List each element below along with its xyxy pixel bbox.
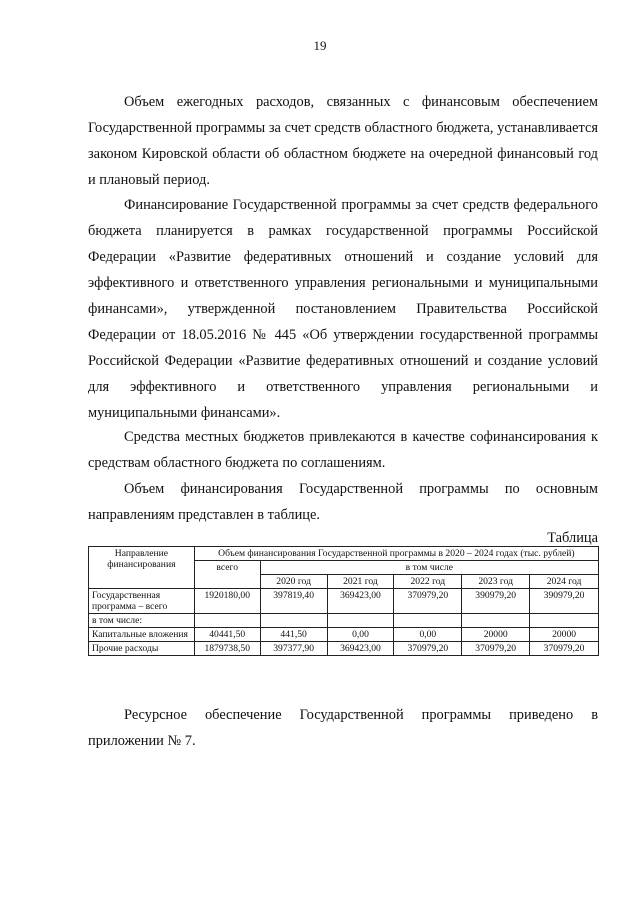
paragraph-text: Ресурсное обеспечение Государственной программы приведено в приложении № 7. bbox=[88, 707, 598, 749]
header-year: 2020 год bbox=[260, 575, 327, 589]
header-total: всего bbox=[194, 561, 260, 589]
paragraph-text: Финансирование Государственной программы за счет средств федерального бюджета планируется в рамках государственной программы Российской Федерации «Развитие федеративных отношений и создание условий для эффективного и ответственного управления региональными и муниципальными финансами», утвержденной постановлением Правительства Российской Федерации от 18.05.2016 № 445 «Об утверждении государственной программы Российской Федерации «Развитие федеративных отношений и создание условий для эффективного и ответственного управления региональными и муниципальными финансами». bbox=[88, 197, 598, 421]
cell-total: 1879738,50 bbox=[194, 642, 260, 656]
paragraph-annual-expenses bbox=[88, 89, 598, 193]
paragraph-local-budgets bbox=[88, 424, 598, 476]
cell-value: 390979,20 bbox=[462, 589, 530, 614]
cell-value: 370979,20 bbox=[394, 642, 462, 656]
header-year: 2023 год bbox=[462, 575, 530, 589]
cell-value: 370979,20 bbox=[394, 589, 462, 614]
row-name: Капитальные вложения bbox=[89, 628, 195, 642]
cell-value: 390979,20 bbox=[530, 589, 599, 614]
cell-value: 397377,90 bbox=[260, 642, 327, 656]
table-row bbox=[89, 589, 599, 614]
cell-value: 0,00 bbox=[327, 628, 394, 642]
row-name: в том числе: bbox=[89, 614, 195, 628]
header-year: 2022 год bbox=[394, 575, 462, 589]
paragraph-text: Объем ежегодных расходов, связанных с финансовым обеспечением Государственной программы за счет средств областного бюджета, устанавливается законом Кировской области об областном бюджете на очередной финансовый год и плановый период. bbox=[88, 94, 598, 188]
cell-total: 40441,50 bbox=[194, 628, 260, 642]
cell-value: 370979,20 bbox=[530, 642, 599, 656]
table-row bbox=[89, 614, 599, 628]
row-name: Государственная программа – всего bbox=[89, 589, 195, 614]
funding-table bbox=[88, 546, 599, 656]
cell-value bbox=[394, 614, 462, 628]
header-volume: Объем финансирования Государственной программы в 2020 – 2024 годах (тыс. рублей) bbox=[194, 547, 598, 561]
table-row bbox=[89, 642, 599, 656]
cell-value: 397819,40 bbox=[260, 589, 327, 614]
paragraph-text: Средства местных бюджетов привлекаются в качестве софинансирования к средствам областного бюджета по соглашениям. bbox=[88, 429, 598, 471]
cell-value bbox=[260, 614, 327, 628]
cell-value: 369423,00 bbox=[327, 642, 394, 656]
header-year: 2024 год bbox=[530, 575, 599, 589]
cell-value: 369423,00 bbox=[327, 589, 394, 614]
cell-value bbox=[462, 614, 530, 628]
header-year: 2021 год bbox=[327, 575, 394, 589]
paragraph-text: Объем финансирования Государственной программы по основным направлениям представлен в таблице. bbox=[88, 481, 598, 523]
cell-value: 20000 bbox=[530, 628, 599, 642]
cell-total: 1920180,00 bbox=[194, 589, 260, 614]
cell-value: 0,00 bbox=[394, 628, 462, 642]
page-number: 19 bbox=[313, 38, 327, 53]
header-direction: Направление финансирования bbox=[89, 547, 195, 589]
paragraph-resource-support bbox=[88, 702, 598, 754]
row-name: Прочие расходы bbox=[89, 642, 195, 656]
cell-total bbox=[194, 614, 260, 628]
paragraph-federal-funding bbox=[88, 192, 598, 426]
table-caption: Таблица bbox=[547, 530, 598, 546]
table-header-row bbox=[89, 547, 599, 561]
cell-value bbox=[530, 614, 599, 628]
cell-value bbox=[327, 614, 394, 628]
cell-value: 441,50 bbox=[260, 628, 327, 642]
cell-value: 20000 bbox=[462, 628, 530, 642]
table-row bbox=[89, 628, 599, 642]
paragraph-funding-volume bbox=[88, 476, 598, 528]
cell-value: 370979,20 bbox=[462, 642, 530, 656]
header-including: в том числе bbox=[260, 561, 598, 575]
